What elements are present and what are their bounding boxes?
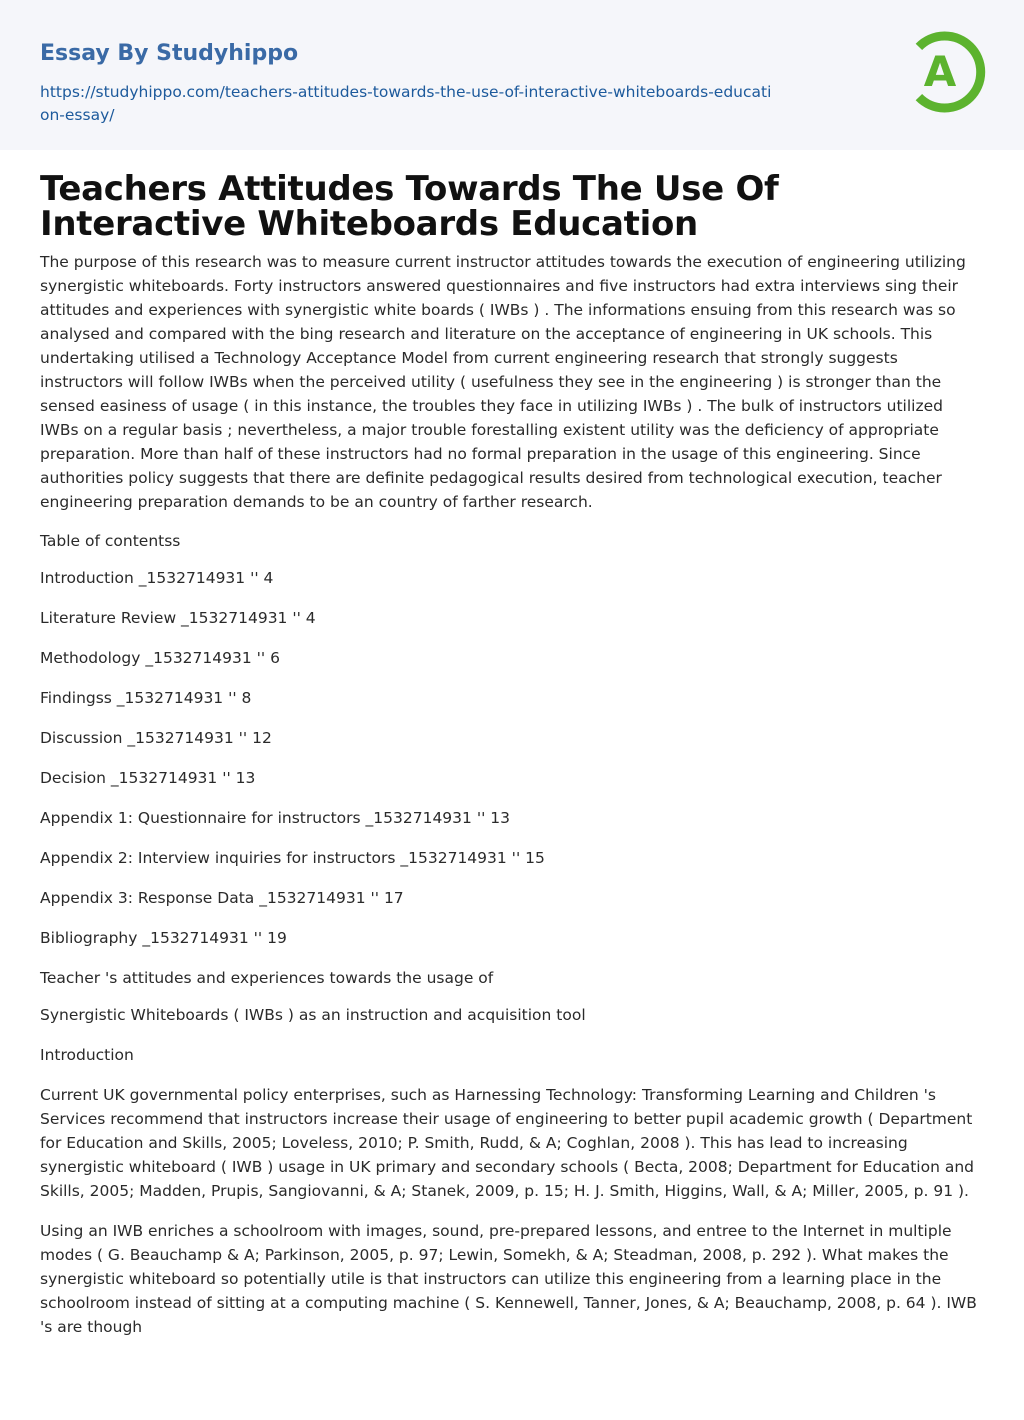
brand-title[interactable]: Essay By Studyhippo [40,41,299,66]
body-paragraph: Current UK governmental policy enterprises, such as Harnessing Technology: Transforming Learning and Children 's Services recommend that instructors increase their usage of engineering to better pupil academic growth ( Department for Education and Skills, 2005; Loveless, 2010; P. Smith, Rudd, & A; Coghlan, 2008 ). This has lead to increasing synergistic whiteboard ( IWB ) usage in UK primary and secondary schools ( Becta, 2008; Department for Education and Skills, 2005; Madden, Prupis, Sangiovanni, & A; Stanek, 2009, p. 15; H. J. Smith, Higgins, Wall, & A; Miller, 2005, p. 91 ). [40,1086,974,1200]
introduction-heading: Introduction [40,1046,134,1064]
site-header [0,0,1024,150]
article-title: Teachers Attitudes Towards The Use Of Interactive Whiteboards Education [40,169,779,244]
essay-subtitle-line-2: Synergistic Whiteboards ( IWBs ) as an instruction and acquisition tool [40,1006,586,1024]
body-paragraph: Using an IWB enriches a schoolroom with images, sound, pre-prepared lessons, and entree to the Internet in multiple modes ( G. Beauchamp & A; Parkinson, 2005, p. 97; Lewin, Somekh, & A; Steadman, 2008, p. 292 ). What makes the synergistic whiteboard so potentially utile is that instructors can utilize this engineering from a learning place in the schoolroom instead of sitting at a computing machine ( S. Kennewell, Tanner, Jones, & A; Beauchamp, 2008, p. 64 ). IWB 's are though [40,1222,977,1336]
toc-item: Findingss _1532714931 '' 8 [40,689,252,707]
toc-item: Bibliography _1532714931 '' 19 [40,929,287,947]
toc-item: Discussion _1532714931 '' 12 [40,729,272,747]
studyhippo-logo-icon[interactable] [900,28,988,116]
toc-item: Appendix 2: Interview inquiries for instructors _1532714931 '' 15 [40,849,545,867]
toc-item: Decision _1532714931 '' 13 [40,769,256,787]
toc-item: Appendix 3: Response Data _1532714931 '' 17 [40,889,404,907]
toc-item: Literature Review _1532714931 '' 4 [40,609,316,627]
toc-item: Methodology _1532714931 '' 6 [40,649,280,667]
abstract-paragraph: The purpose of this research was to measure current instructor attitudes towards the execution of engineering utilizing synergistic whiteboards. Forty instructors answered questionnaires and five instructors had extra interviews sing their attitudes and experiences with synergistic white boards ( IWBs ) . The informations ensuing from this research was so analysed and compared with the bing research and literature on the acceptance of engineering in UK schools. This undertaking utilised a Technology Acceptance Model from current engineering research that strongly suggests instructors will follow IWBs when the perceived utility ( usefulness they see in the engineering ) is stronger than the sensed easiness of usage ( in this instance, the troubles they face in utilizing IWBs ) . The bulk of instructors utilized IWBs on a regular basis ; nevertheless, a major trouble forestalling existent utility was the deficiency of appropriate preparation. More than half of these instructors had no formal preparation in the usage of this engineering. Since authorities policy suggests that there are definite pedagogical results desired from technological execution, teacher engineering preparation demands to be an country of farther research. [40,253,966,511]
toc-item: Appendix 1: Questionnaire for instructors _1532714931 '' 13 [40,809,510,827]
toc-heading: Table of contentss [40,532,181,550]
article-body [0,169,1024,1339]
toc-item: Introduction _1532714931 '' 4 [40,569,274,587]
logo-letter: A [923,47,957,96]
essay-url-link[interactable]: https://studyhippo.com/teachers-attitudes-towards-the-use-of-interactive-whiteboards-education-essay/ [40,83,772,124]
essay-subtitle-line-1: Teacher 's attitudes and experiences towards the usage of [40,969,494,987]
